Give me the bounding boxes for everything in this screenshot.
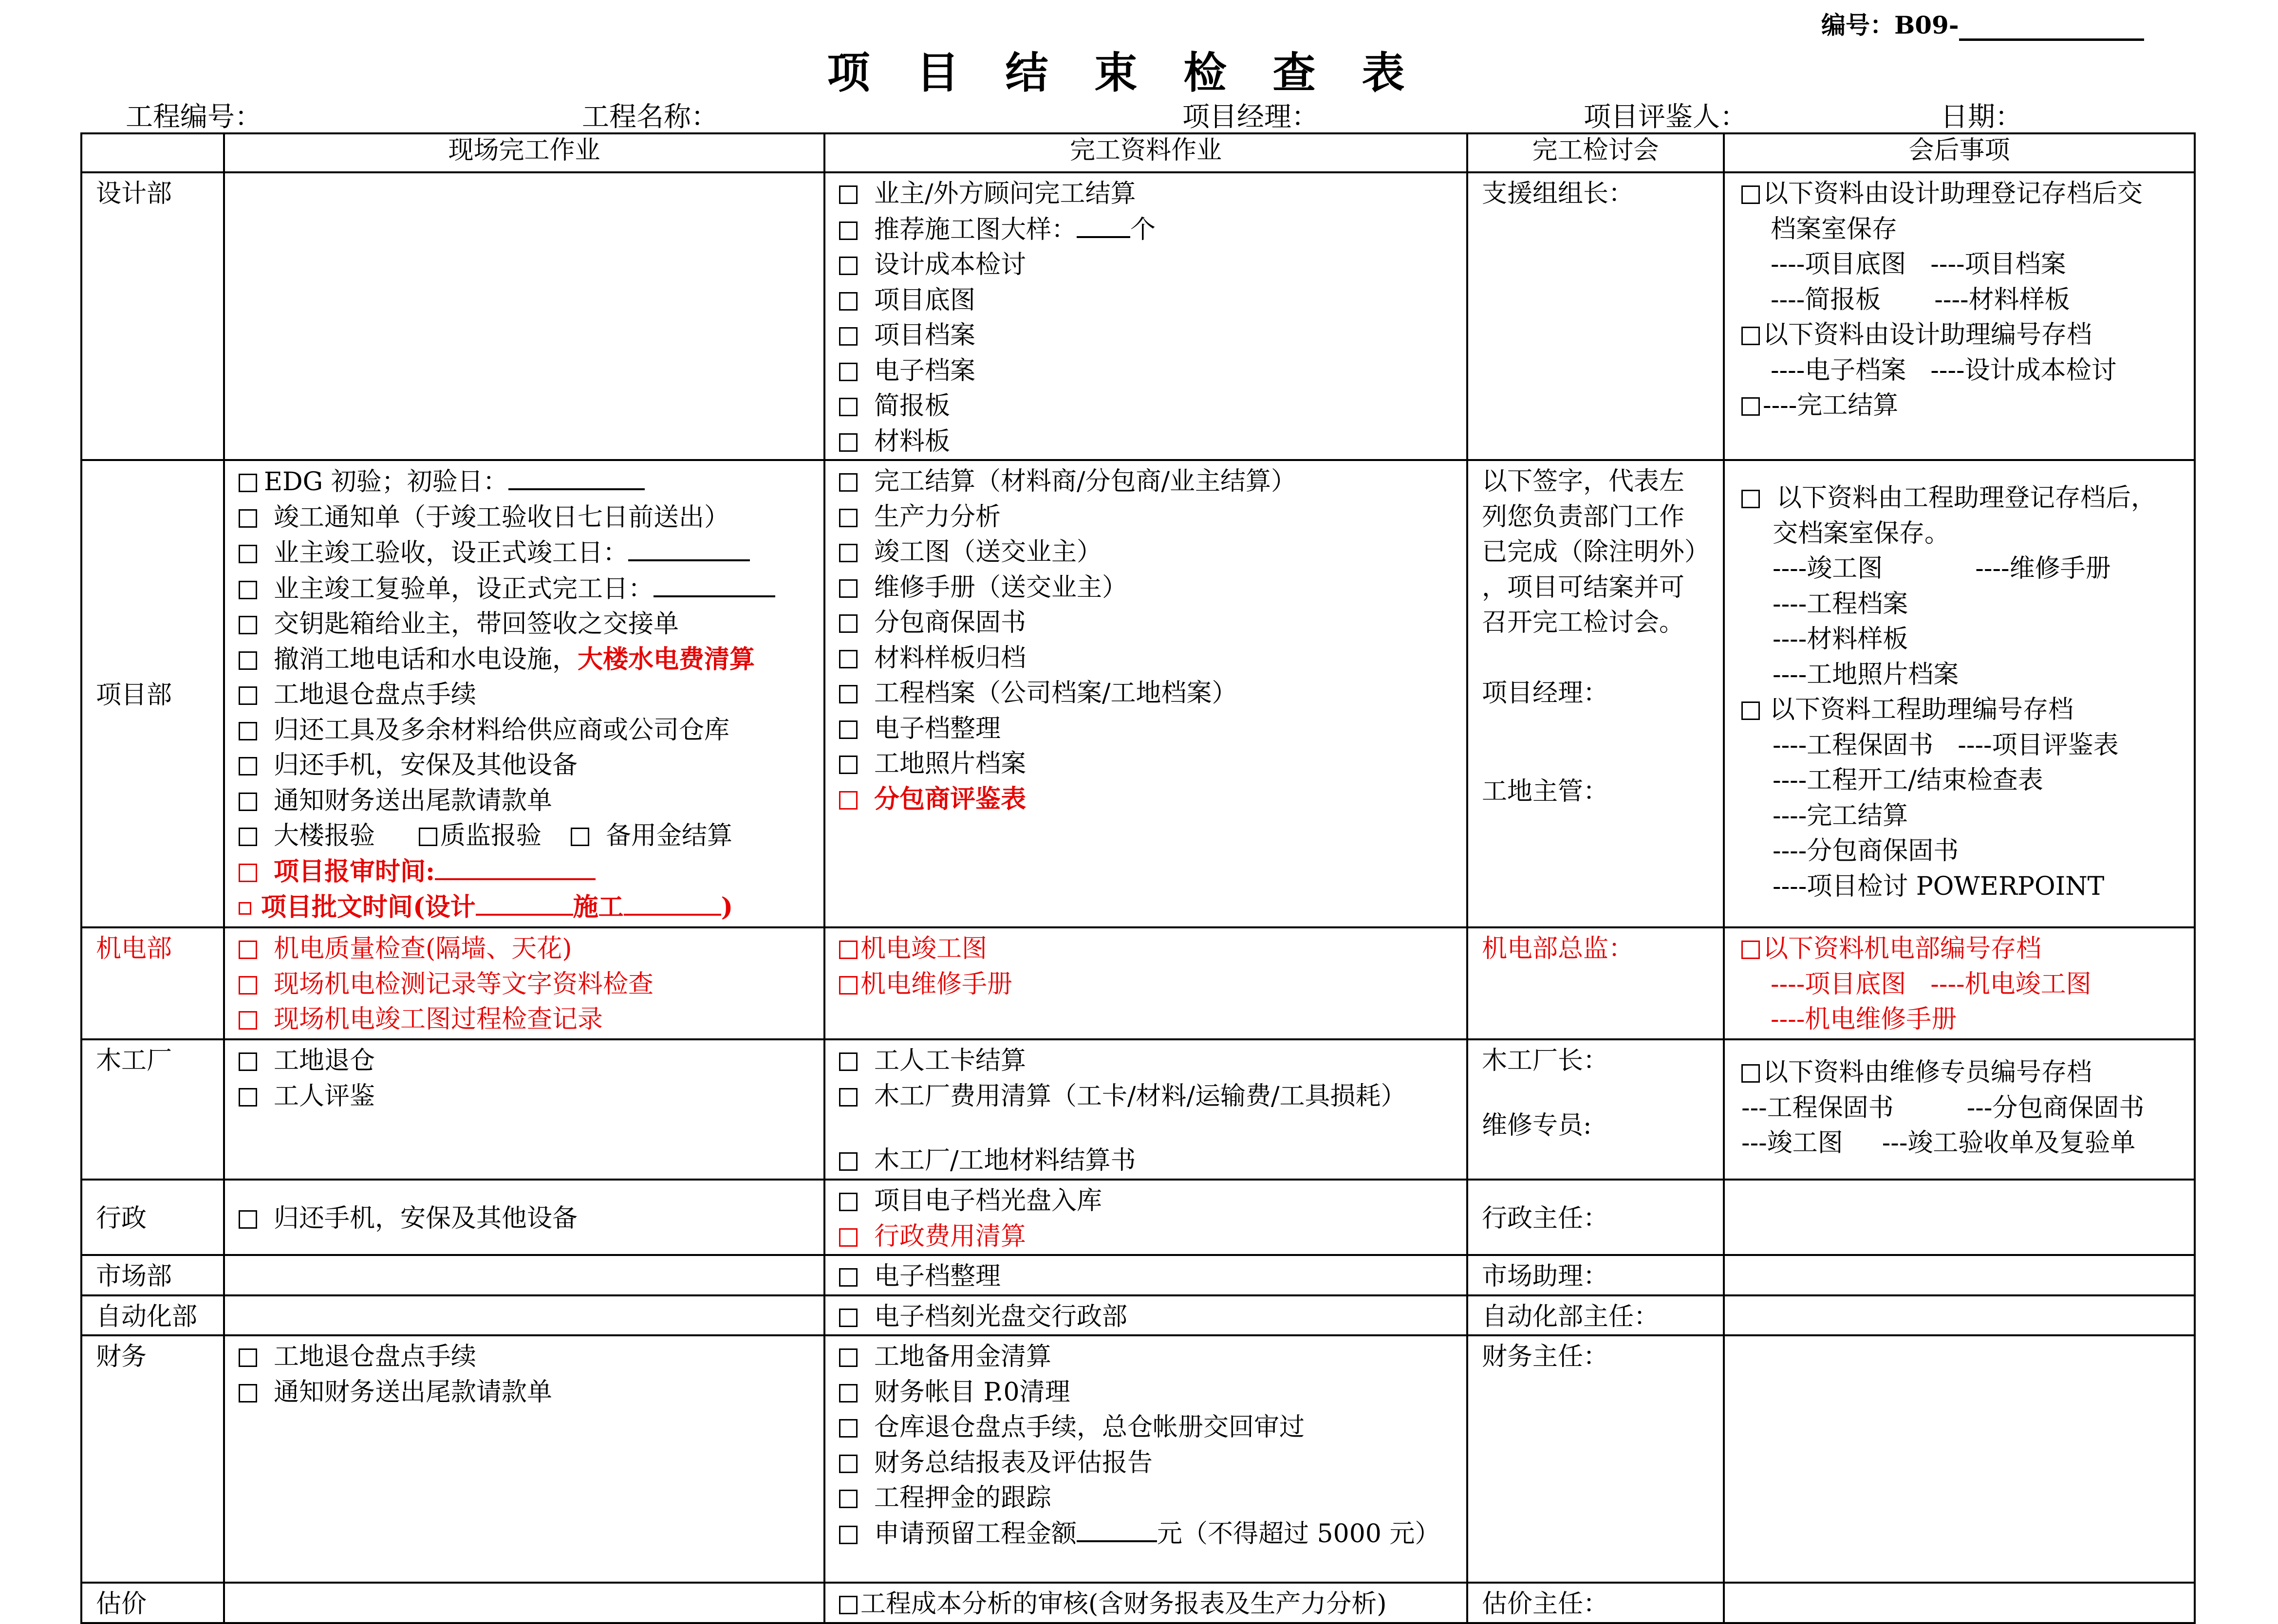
mep-site-cell xyxy=(224,927,824,1039)
checkbox[interactable] xyxy=(239,616,257,634)
market-after-cell xyxy=(1724,1255,2195,1295)
row-woodshop xyxy=(81,1039,2195,1180)
woodshop-after-cell xyxy=(1724,1039,2195,1180)
checklist-item[interactable]: 电子档整理 xyxy=(839,711,1453,747)
dept-project: 项目部 xyxy=(81,460,224,927)
checklist-item[interactable]: 推荐施工图大样： 个 xyxy=(839,212,1453,248)
checkbox[interactable] xyxy=(239,902,251,915)
checkbox[interactable] xyxy=(239,1210,257,1229)
note-line: ----分包商保固书 xyxy=(1773,836,1959,866)
checklist-item[interactable]: 木工厂/工地材料结算书 xyxy=(839,1143,1453,1179)
checklist-item[interactable]: 维修手册（送交业主） xyxy=(839,570,1453,606)
checkbox[interactable] xyxy=(839,650,858,668)
dept-woodshop: 木工厂 xyxy=(81,1039,224,1180)
mep-docs-cell xyxy=(824,927,1467,1039)
checklist-item[interactable]: 以下资料工程助理编号存档 xyxy=(1741,692,2180,728)
checklist-item[interactable]: 归还工具及多余材料给供应商或公司仓库 xyxy=(239,713,810,748)
project-name-blank xyxy=(718,105,1088,134)
market-docs-cell xyxy=(824,1255,1467,1295)
sign-note: 召开完工检讨会。 xyxy=(1482,608,1685,637)
checklist-item[interactable]: 财务总结报表及评估报告 xyxy=(839,1445,1453,1481)
note-line: ----工程开工/结束检查表 xyxy=(1773,766,2043,795)
note-line: 档案室保存 xyxy=(1771,214,1898,244)
checkbox[interactable] xyxy=(839,1384,858,1403)
checklist-item[interactable]: 分包商评鉴表 xyxy=(839,782,1453,817)
fill-blank[interactable] xyxy=(435,854,596,880)
admin-site-cell xyxy=(224,1180,824,1255)
checklist-item[interactable]: 工地照片档案 xyxy=(839,746,1453,782)
document-number xyxy=(1821,6,2144,41)
checkbox[interactable] xyxy=(839,1419,858,1438)
note-line: ----电子档案 ----设计成本检讨 xyxy=(1771,355,2117,385)
note-line: ----材料样板 xyxy=(1773,625,1908,654)
checklist-item[interactable]: 项目批文时间(设计 施工 ) xyxy=(239,889,810,925)
design-after-cell xyxy=(1724,172,2195,460)
finance-site-cell xyxy=(224,1335,824,1583)
automation-site-cell xyxy=(224,1295,824,1336)
checkbox[interactable] xyxy=(839,1490,858,1508)
checklist-item[interactable]: 业主竣工验收，设正式竣工日： xyxy=(239,535,810,571)
row-automation xyxy=(81,1295,2195,1336)
checklist-item[interactable]: 现场机电检测记录等文字资料检查 xyxy=(239,967,810,1002)
checkbox[interactable] xyxy=(839,720,858,739)
estimate-meeting-cell xyxy=(1467,1583,1724,1623)
checkbox[interactable] xyxy=(239,941,257,959)
date-blank xyxy=(2022,105,2183,134)
finance-after-cell xyxy=(1724,1335,2195,1583)
row-market xyxy=(81,1255,2195,1295)
dept-design: 设计部 xyxy=(81,172,224,460)
fill-blank[interactable] xyxy=(508,464,645,490)
estimate-docs-cell xyxy=(824,1583,1467,1623)
fill-blank[interactable] xyxy=(476,889,573,916)
automation-docs-cell xyxy=(824,1295,1467,1336)
checklist-item[interactable]: 竣工图（送交业主） xyxy=(839,535,1453,570)
header-row xyxy=(81,133,2195,172)
checkbox[interactable] xyxy=(1741,1064,1760,1083)
checklist-item[interactable]: 以下资料由维修专员编号存档 xyxy=(1741,1055,2180,1090)
checklist-item[interactable]: 大楼报验 质监报验 备用金结算 xyxy=(239,818,810,854)
market-meeting-cell xyxy=(1467,1255,1724,1295)
signer-label: 行政主任： xyxy=(1482,1204,1609,1234)
estimate-after-cell xyxy=(1724,1583,2195,1623)
market-site-cell xyxy=(224,1255,824,1295)
note-line: ----机电维修手册 xyxy=(1771,1005,1957,1034)
row-project xyxy=(81,460,2195,927)
checklist-item[interactable]: 交钥匙箱给业主，带回签收之交接单 xyxy=(239,607,810,642)
checklist-item[interactable]: 机电维修手册 xyxy=(839,967,1453,1002)
checklist-item[interactable]: 以下资料由设计助理编号存档 xyxy=(1741,317,2180,353)
checkbox[interactable] xyxy=(1741,185,1760,204)
checklist-item[interactable]: EDG 初验；初验日： xyxy=(239,464,810,500)
note-line: ----竣工图 ----维修手册 xyxy=(1773,554,2111,583)
admin-docs-cell xyxy=(824,1180,1467,1255)
checklist-item[interactable]: 财务帐目 P.0清理 xyxy=(839,1375,1453,1410)
checklist-item[interactable]: 通知财务送出尾款请款单 xyxy=(239,783,810,819)
checkbox[interactable] xyxy=(839,1193,858,1211)
admin-meeting-cell xyxy=(1467,1180,1724,1255)
checklist-item[interactable]: 项目电子档光盘入库 xyxy=(839,1183,1453,1219)
reviewer-field xyxy=(1584,95,1905,134)
note-line: ----工程保固书 ----项目评鉴表 xyxy=(1773,730,2119,760)
checklist-item[interactable]: 行政费用清算 xyxy=(839,1219,1453,1255)
woodshop-docs-cell xyxy=(824,1039,1467,1180)
checkbox[interactable] xyxy=(839,1052,858,1071)
row-estimate xyxy=(81,1583,2195,1623)
signer-label: 工地主管： xyxy=(1482,777,1609,806)
project-manager-label: 项目经理： xyxy=(1182,101,1319,133)
signer-label: 财务主任： xyxy=(1482,1342,1609,1371)
checklist-item[interactable]: 项目档案 xyxy=(839,318,1453,353)
checklist-item[interactable]: 分包商保固书 xyxy=(839,605,1453,641)
note-line: ----项目底图 ----项目档案 xyxy=(1771,250,2066,279)
checklist-item[interactable]: ----完工结算 xyxy=(1741,388,2180,424)
checkbox[interactable] xyxy=(839,257,858,275)
checkbox[interactable] xyxy=(839,614,858,633)
checklist-item[interactable]: 以下资料机电部编号存档 xyxy=(1741,931,2180,967)
row-admin xyxy=(81,1180,2195,1255)
finance-docs-cell xyxy=(824,1335,1467,1583)
checklist-item[interactable]: 现场机电竣工图过程检查记录 xyxy=(239,1002,810,1037)
sign-note: ，项目可结案并可 xyxy=(1482,572,1685,602)
checkbox[interactable] xyxy=(839,473,858,492)
project-number-field xyxy=(126,95,476,134)
design-meeting-cell xyxy=(1467,172,1724,460)
note-line: ----项目底图 ----机电竣工图 xyxy=(1771,969,2091,999)
header-follow-up: 会后事项 xyxy=(1724,133,2195,172)
checkbox[interactable] xyxy=(239,581,257,599)
fill-blank[interactable] xyxy=(654,571,775,597)
note-line: ----项目检讨 POWERPOINT xyxy=(1773,871,2105,901)
page-title: 项目结束检查表 xyxy=(827,47,1451,98)
checkbox[interactable] xyxy=(419,828,437,846)
date-label: 日期： xyxy=(1941,101,2022,133)
checklist-item[interactable]: 通知财务送出尾款请款单 xyxy=(239,1375,810,1410)
checkbox[interactable] xyxy=(839,509,858,527)
checkbox[interactable] xyxy=(571,828,589,846)
dept-finance: 财务 xyxy=(81,1335,224,1583)
checklist-item[interactable]: 简报板 xyxy=(839,388,1453,424)
checkbox[interactable] xyxy=(1741,941,1760,959)
checkbox[interactable] xyxy=(839,1268,858,1287)
checkbox[interactable] xyxy=(839,185,858,204)
checkbox[interactable] xyxy=(239,651,257,670)
dept-market: 市场部 xyxy=(81,1255,224,1295)
checkbox[interactable] xyxy=(839,292,858,311)
checklist-item[interactable]: 归还手机，安保及其他设备 xyxy=(239,1201,810,1236)
checkbox[interactable] xyxy=(239,1348,257,1367)
checklist-item[interactable]: 仓库退仓盘点手续，总仓帐册交回审过 xyxy=(839,1410,1453,1445)
checkbox[interactable] xyxy=(239,757,257,775)
automation-meeting-cell xyxy=(1467,1295,1724,1336)
checkbox[interactable] xyxy=(1741,701,1760,720)
mep-meeting-cell xyxy=(1467,927,1724,1039)
checkbox[interactable] xyxy=(839,976,858,995)
project-name-label: 工程名称： xyxy=(582,101,718,133)
checklist-item[interactable]: 工程押金的跟踪 xyxy=(839,1480,1453,1516)
checkbox[interactable] xyxy=(239,722,257,740)
checklist-item[interactable]: 工程档案（公司档案/工地档案） xyxy=(839,676,1453,711)
note-line: ----工地照片档案 xyxy=(1773,660,1959,689)
document-number-label: 编号：B09- xyxy=(1821,11,1959,39)
signer-label: 维修专员: xyxy=(1482,1110,1592,1140)
checkbox[interactable] xyxy=(239,864,257,882)
signer-label: 机电部总监： xyxy=(1482,934,1634,963)
header-site-work: 现场完工作业 xyxy=(224,133,824,172)
dept-admin: 行政 xyxy=(81,1180,224,1255)
checkbox[interactable] xyxy=(839,756,858,774)
checkbox[interactable] xyxy=(239,828,257,846)
project-manager-blank xyxy=(1319,105,1506,134)
checklist-item[interactable]: 竣工通知单（于竣工验收日七日前送出） xyxy=(239,500,810,535)
checkbox[interactable] xyxy=(1741,397,1760,416)
checklist-item[interactable]: 项目报审时间: xyxy=(239,854,810,890)
checklist-item[interactable]: 工地退仓 xyxy=(239,1043,810,1079)
checkbox[interactable] xyxy=(839,791,858,810)
checklist-item[interactable]: 业主/外方顾问完工结算 xyxy=(839,176,1453,212)
checklist-item[interactable]: 业主竣工复验单，设正式完工日： xyxy=(239,571,810,607)
reviewer-label: 项目评鉴人： xyxy=(1584,101,1747,133)
signer-label: 估价主任： xyxy=(1482,1589,1609,1619)
checkbox[interactable] xyxy=(239,793,257,811)
estimate-site-cell xyxy=(224,1583,824,1623)
checklist-item[interactable]: 材料样板归档 xyxy=(839,641,1453,676)
project-manager-field xyxy=(1182,95,1506,134)
checkbox[interactable] xyxy=(839,1088,858,1107)
checklist-item[interactable]: 木工厂费用清算（工卡/材料/运输费/工具损耗） xyxy=(839,1079,1453,1114)
fill-blank[interactable] xyxy=(628,535,750,561)
checklist-item[interactable]: 材料板 xyxy=(839,424,1453,460)
mep-after-cell xyxy=(1724,927,2195,1039)
checklist-item[interactable]: 工地退仓盘点手续 xyxy=(239,1339,810,1375)
checklist-table xyxy=(80,132,2196,1624)
note-line: ----简报板 ----材料样板 xyxy=(1771,285,2070,314)
header-review-meeting: 完工检讨会 xyxy=(1467,133,1724,172)
note-line: 交档案室保存。 xyxy=(1773,518,1950,548)
note-line: ----完工结算 xyxy=(1773,801,1908,830)
checkbox[interactable] xyxy=(839,327,858,346)
checkbox[interactable] xyxy=(239,686,257,705)
fill-blank[interactable] xyxy=(1077,212,1130,238)
dept-automation: 自动化部 xyxy=(81,1295,224,1336)
dept-mep: 机电部 xyxy=(81,927,224,1039)
checklist-item[interactable]: 项目底图 xyxy=(839,283,1453,318)
fill-blank[interactable] xyxy=(624,889,721,916)
checkbox[interactable] xyxy=(839,1228,858,1247)
automation-after-cell xyxy=(1724,1295,2195,1336)
checklist-item[interactable]: 完工结算（材料商/分包商/业主结算） xyxy=(839,464,1453,499)
document-number-blank xyxy=(1959,13,2144,41)
sign-note: 已完成（除注明外） xyxy=(1482,537,1710,567)
woodshop-site-cell xyxy=(224,1039,824,1180)
checklist-item[interactable]: 电子档案 xyxy=(839,353,1453,389)
signer-label: 市场助理： xyxy=(1482,1262,1609,1291)
woodshop-meeting-cell xyxy=(1467,1039,1724,1180)
sign-note: 列您负责部门工作 xyxy=(1482,502,1685,532)
checkbox[interactable] xyxy=(239,545,257,563)
checkbox[interactable] xyxy=(239,1088,257,1107)
checklist-item[interactable]: 工人工卡结算 xyxy=(839,1043,1453,1079)
date-field xyxy=(1941,95,2183,134)
checkbox[interactable] xyxy=(239,509,257,528)
checkbox[interactable] xyxy=(239,976,257,995)
checklist-item[interactable]: 申请预留工程金额 元（不得超过 5000 元） xyxy=(839,1516,1453,1552)
checkbox[interactable] xyxy=(839,1596,858,1614)
checklist-item[interactable]: 电子档整理 xyxy=(839,1259,1453,1294)
checklist-item[interactable]: 机电竣工图 xyxy=(839,931,1453,967)
fill-blank[interactable] xyxy=(1077,1516,1157,1542)
signer-label: 自动化部主任： xyxy=(1482,1302,1660,1331)
checkbox[interactable] xyxy=(839,685,858,703)
checkbox[interactable] xyxy=(839,433,858,452)
note-line: ---竣工图 ---竣工验收单及复验单 xyxy=(1741,1128,2136,1158)
project-number-label: 工程编号： xyxy=(126,101,262,133)
checklist-item[interactable]: 以下资料由工程助理登记存档后， xyxy=(1741,480,2180,516)
checklist-item[interactable]: 机电质量检查(隔墙、天花) xyxy=(239,931,810,967)
checkbox[interactable] xyxy=(839,1526,858,1544)
project-name-field xyxy=(582,95,1088,134)
checklist-item[interactable]: 工程成本分析的审核(含财务报表及生产力分析) xyxy=(839,1587,1453,1622)
reviewer-blank xyxy=(1747,105,1905,134)
checkbox[interactable] xyxy=(839,1152,858,1171)
project-after-cell xyxy=(1724,460,2195,927)
checkbox[interactable] xyxy=(839,579,858,598)
admin-after-cell xyxy=(1724,1180,2195,1255)
design-site-cell xyxy=(224,172,824,460)
checklist-item[interactable]: 归还手机，安保及其他设备 xyxy=(239,748,810,783)
design-docs-cell xyxy=(824,172,1467,460)
checklist-item[interactable]: 工地退仓盘点手续 xyxy=(239,677,810,713)
checklist-item[interactable]: 工人评鉴 xyxy=(239,1079,810,1114)
checkbox[interactable] xyxy=(239,1384,257,1403)
signer-label: 木工厂长： xyxy=(1482,1046,1609,1075)
checkbox[interactable] xyxy=(1741,490,1760,508)
checkbox[interactable] xyxy=(239,1052,257,1071)
row-design xyxy=(81,172,2195,460)
header-department xyxy=(81,133,224,172)
checkbox[interactable] xyxy=(839,1348,858,1367)
checkbox[interactable] xyxy=(839,544,858,562)
row-mep xyxy=(81,927,2195,1039)
row-finance xyxy=(81,1335,2195,1583)
project-number-blank xyxy=(262,105,476,134)
project-site-cell xyxy=(224,460,824,927)
checkbox[interactable] xyxy=(1741,327,1760,345)
checkbox[interactable] xyxy=(239,474,257,492)
checkbox[interactable] xyxy=(839,221,858,240)
dept-estimate: 估价 xyxy=(81,1583,224,1623)
signer-label: 项目经理： xyxy=(1482,678,1609,708)
checkbox[interactable] xyxy=(839,1309,858,1327)
checklist-item[interactable]: 撤消工地电话和水电设施，大楼水电费清算 xyxy=(239,642,810,678)
checklist-item[interactable]: 设计成本检讨 xyxy=(839,247,1453,283)
checklist-item[interactable]: 生产力分析 xyxy=(839,499,1453,535)
checkbox[interactable] xyxy=(839,941,858,959)
checkbox[interactable] xyxy=(839,363,858,381)
checklist-item[interactable]: 以下资料由设计助理登记存档后交 xyxy=(1741,176,2180,212)
checklist-item[interactable]: 电子档刻光盘交行政部 xyxy=(839,1299,1453,1335)
finance-meeting-cell xyxy=(1467,1335,1724,1583)
signer-label: 支援组组长： xyxy=(1482,179,1634,208)
checkbox[interactable] xyxy=(839,1455,858,1473)
note-line: ----工程档案 xyxy=(1773,589,1908,619)
header-document-work: 完工资料作业 xyxy=(824,133,1467,172)
project-docs-cell xyxy=(824,460,1467,927)
checkbox[interactable] xyxy=(239,1011,257,1030)
note-line: ---工程保固书 ---分包商保固书 xyxy=(1741,1093,2145,1123)
checklist-item[interactable]: 工地备用金清算 xyxy=(839,1339,1453,1375)
checkbox[interactable] xyxy=(839,398,858,416)
sign-note: 以下签字，代表左 xyxy=(1482,467,1685,496)
project-meeting-cell xyxy=(1467,460,1724,927)
